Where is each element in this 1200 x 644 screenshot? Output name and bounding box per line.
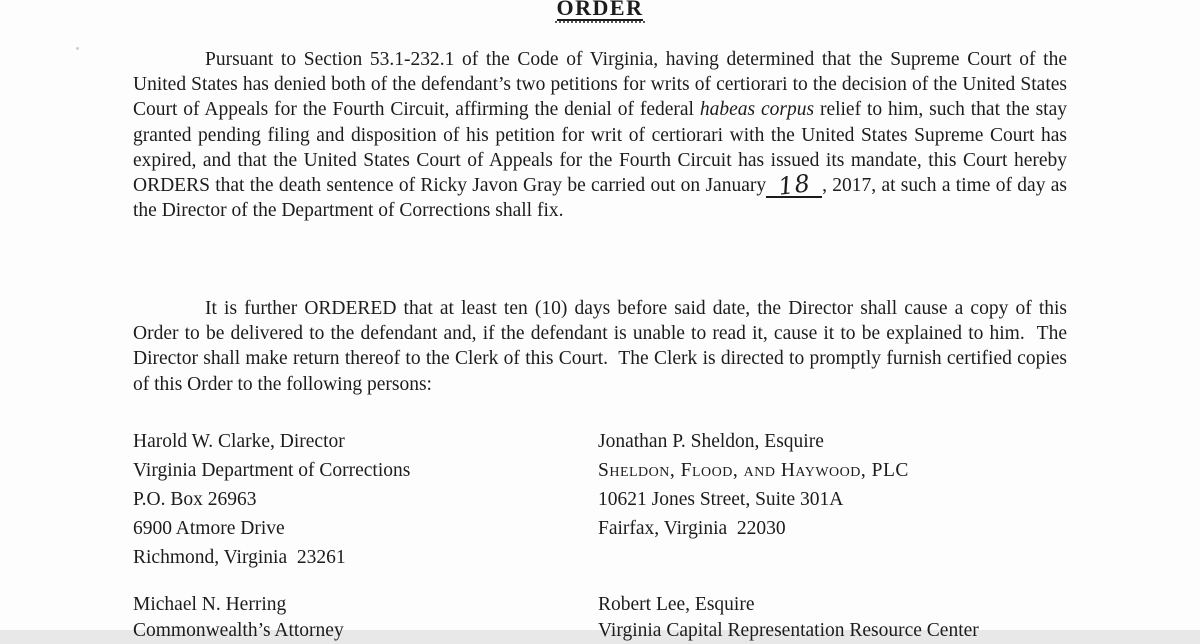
recipient-line-clipped: Virginia Capital Representation Resource Center [598, 620, 979, 641]
recipient-line: 6900 Atmore Drive [133, 518, 285, 539]
recipient-line: Richmond, Virginia 23261 [133, 547, 346, 568]
recipient-name: Robert Lee, Esquire [598, 594, 755, 615]
recipient-line-clipped: Commonwealth’s Attorney [133, 620, 344, 641]
scan-speck [76, 47, 79, 50]
document-title [0, 0, 1200, 21]
recipient-name: Jonathan P. Sheldon, Esquire [598, 431, 824, 452]
recipient-block-herring [133, 592, 563, 644]
order-paragraph [133, 47, 1067, 223]
recipient-city: Fairfax, Virginia 22030 [598, 518, 786, 539]
handwritten-date: 18 [776, 169, 813, 201]
recipient-name: Michael N. Herring [133, 594, 287, 615]
order-paragraph-text-2: relief to him, such that the stay granted pending filing and disposition of his petition for writ of certiorari with the United States Supreme Court has expired, and that the United States Court of Appeals for the Fourth Circuit has issued its mandate, this Court hereby ORDERS that the death sentence of Ricky Javon Gray be carried out on January [133, 99, 1067, 197]
service-paragraph: It is further ORDERED that at least ten (10) days before said date, the Director shall cause a copy of this Order to be delivered to the defendant and, if the defendant is unable to read it, cause it to be explained to him. The Director shall make return thereof to the Clerk of this Court. The Clerk is directed to promptly furnish certified copies of this Order to the following persons: [133, 298, 1067, 395]
recipient-line: P.O. Box 26963 [133, 489, 257, 510]
recipient-block-lee [598, 592, 1078, 644]
order-paragraph-text-1: Pursuant to Section 53.1-232.1 of the Code of Virginia, having determined that the Supreme Court of the United States has denied both of the defendant’s two petitions for writs of certiorari to the decision of the United States Court of Appeals for the Fourth Circuit, affirming the denial of federal [133, 49, 1067, 121]
recipient-line: Virginia Department of Corrections [133, 460, 411, 481]
recipient-block-clarke [133, 427, 563, 572]
recipient-line: Harold W. Clarke, Director [133, 431, 345, 452]
latin-phrase: habeas corpus [699, 99, 815, 121]
recipient-block-sheldon [598, 427, 1078, 543]
recipient-street: 10621 Jones Street, Suite 301A [598, 489, 844, 510]
handwritten-date-blank [766, 169, 822, 201]
recipient-firm: Sheldon, Flood, and Haywood, PLC [598, 460, 909, 481]
order-paragraph-text-3: , 2017, at such a time of day as the Director of the Department of Corrections shall fix. [133, 175, 1067, 222]
document-title-text: ORDER [557, 0, 644, 21]
